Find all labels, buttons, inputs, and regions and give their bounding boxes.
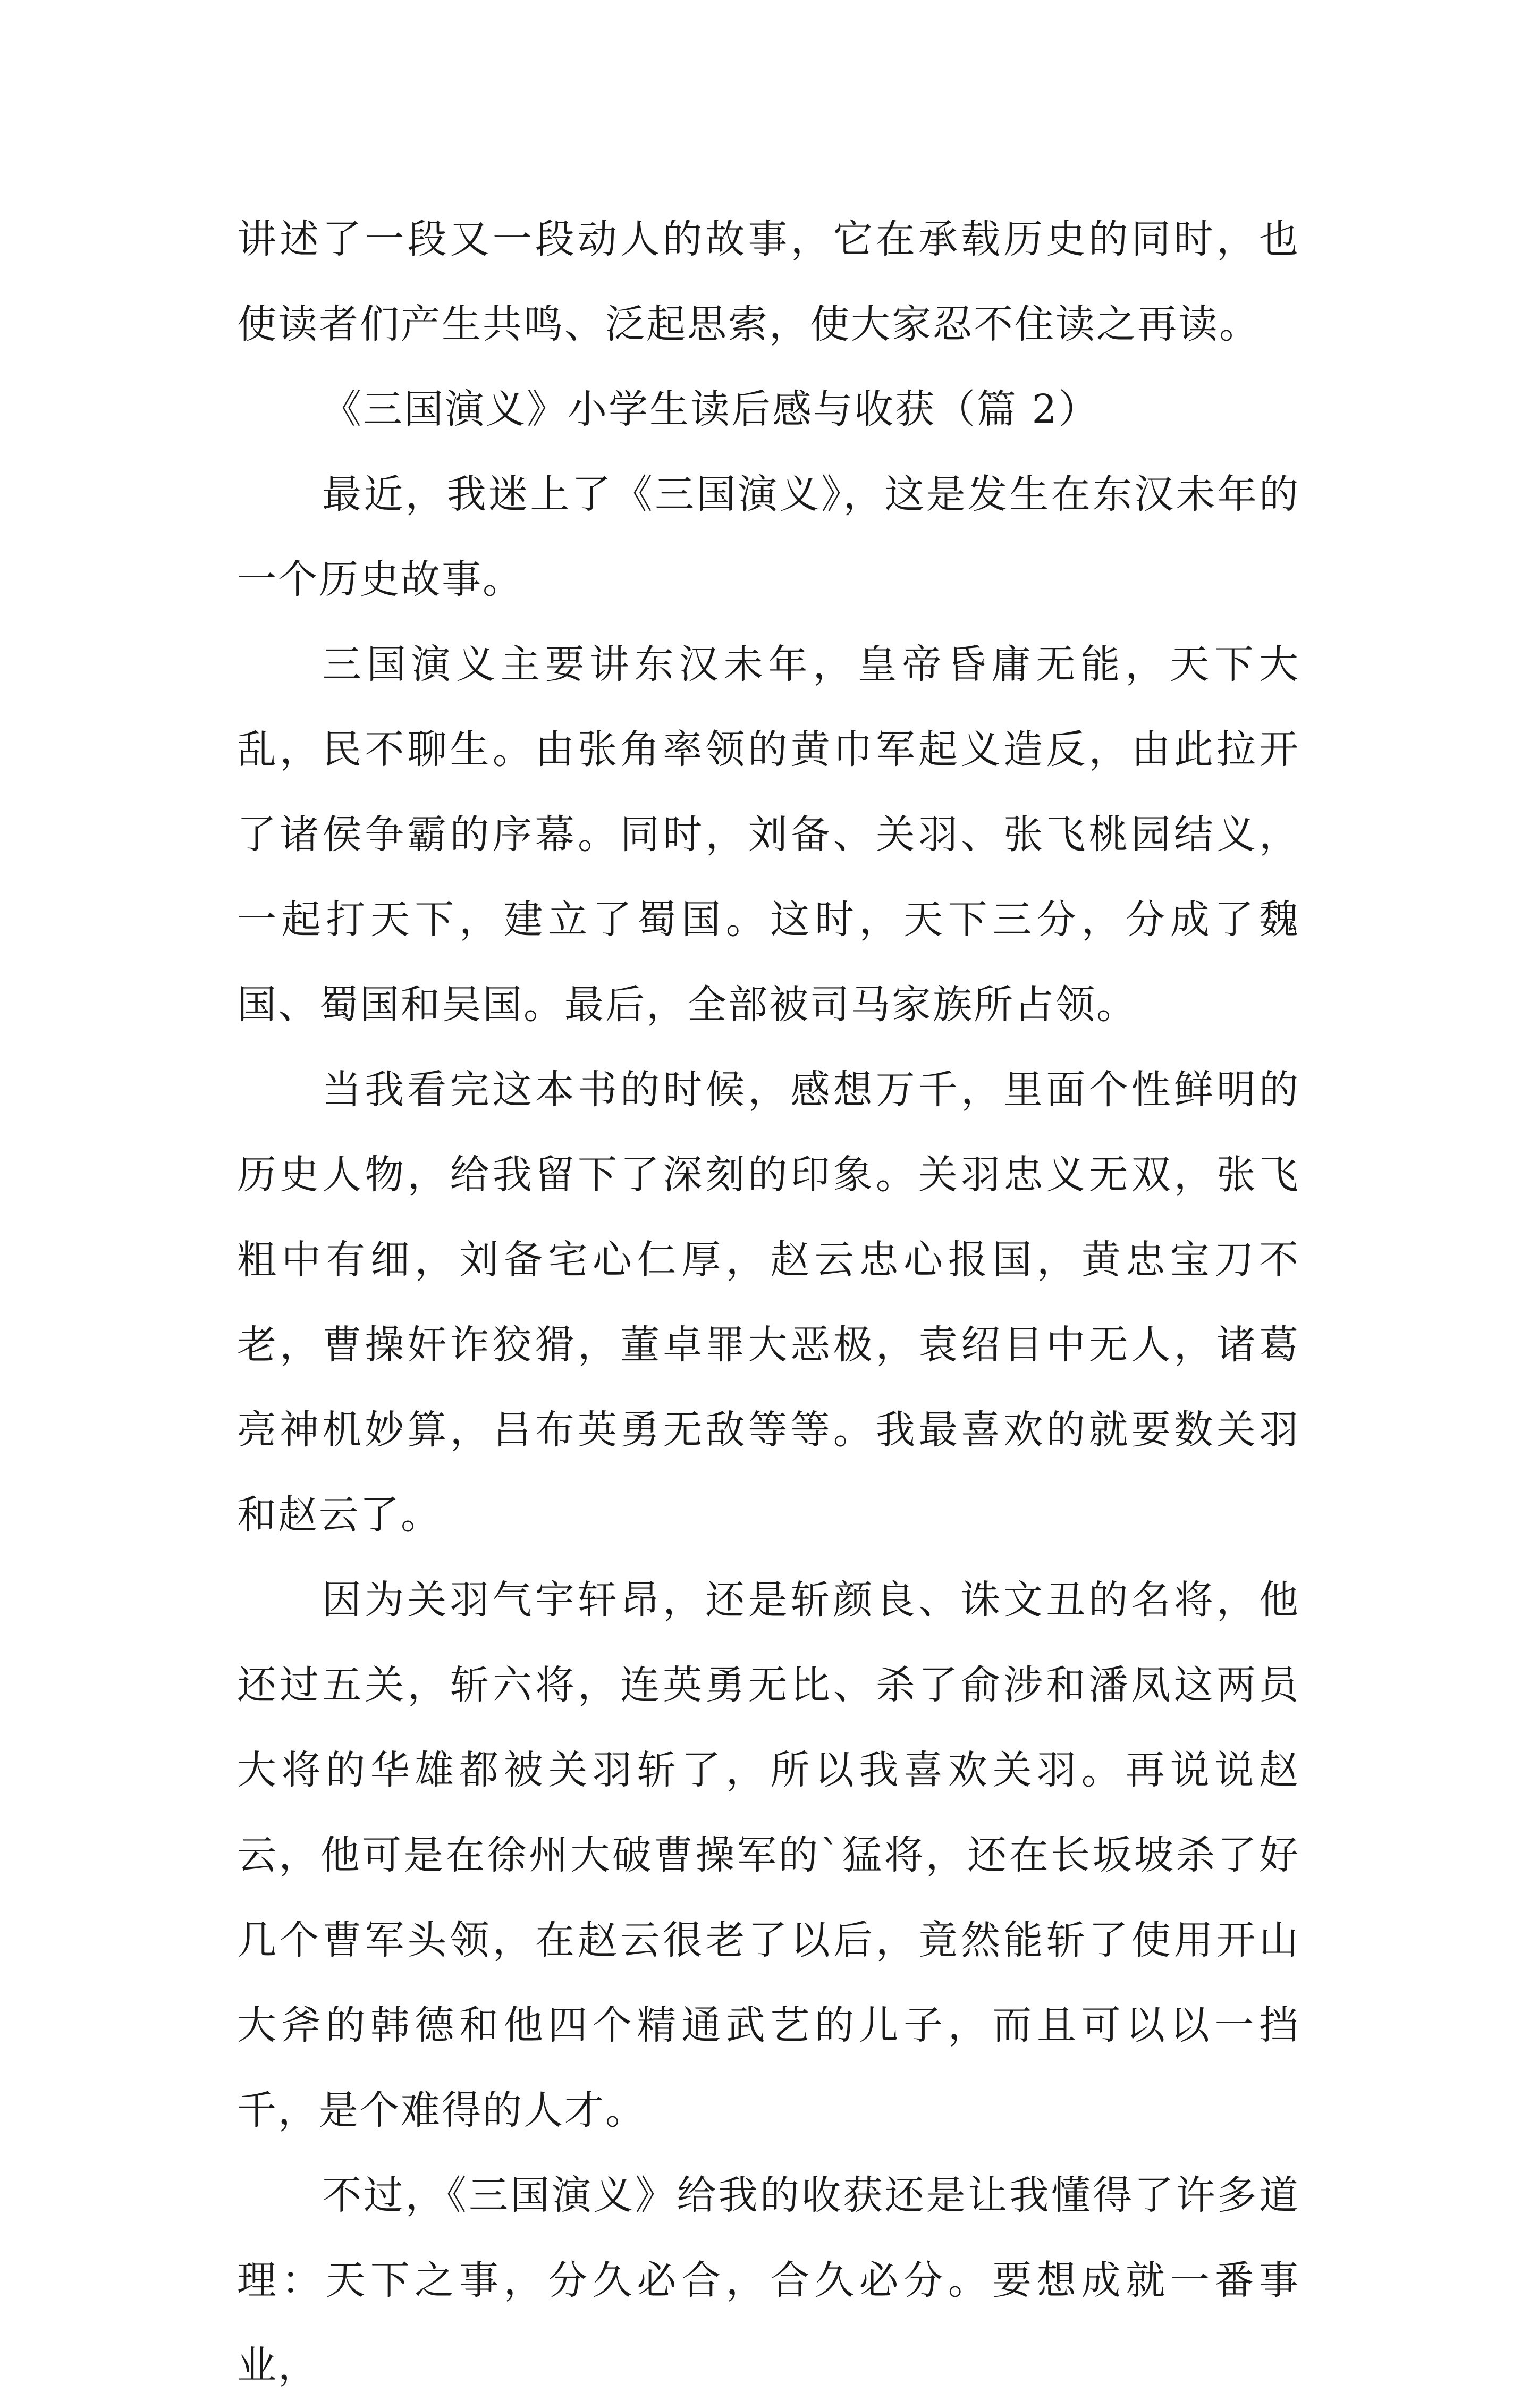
paragraph: 不过，《三国演义》给我的收获还是让我懂得了许多道理：天下之事，分久必合，合久必分。要想成就一番事业， — [237, 2173, 1300, 2388]
section-heading: 《三国演义》小学生读后感与收获（篇 2） — [322, 386, 1100, 432]
paragraph: 当我看完这本书的时候，感想万千，里面个性鲜明的历史人物，给我留下了深刻的印象。关羽忠义无双，张飞粗中有细，刘备宅心仁厚，赵云忠心报国，黄忠宝刀不老，曹操奸诈狡猾，董卓罪大恶极，袁绍目中无人，诸葛亮神机妙算，吕布英勇无敌等等。我最喜欢的就要数关羽和赵云了。 — [237, 1067, 1300, 1538]
paragraph: 因为关羽气宇轩昂，还是斩颜良、诛文丑的名将，他还过五关，斩六将，连英勇无比、杀了俞涉和潘凤这两员大将的华雄都被关羽斩了，所以我喜欢关羽。再说说赵云，他可是在徐州大破曹操军的`猛将，还在长坂坡杀了好几个曹军头领，在赵云很老了以后，竟然能斩了使用开山大斧的韩德和他四个精通武艺的儿子，而且可以以一挡千，是个难得的人才。 — [237, 1577, 1300, 2133]
paragraph-continuation: 讲述了一段又一段动人的故事，它在承载历史的同时，也使读者们产生共鸣、泛起思索，使大家忍不住读之再读。 — [237, 216, 1300, 347]
body-text — [237, 197, 1300, 2408]
paragraph: 最近，我迷上了《三国演义》，这是发生在东汉未年的一个历史故事。 — [237, 472, 1300, 602]
paragraph: 三国演义主要讲东汉未年，皇帝昏庸无能，天下大乱，民不聊生。由张角率领的黄巾军起义造反，由此拉开了诸侯争霸的序幕。同时，刘备、关羽、张飞桃园结义，一起打天下，建立了蜀国。这时，天下三分，分成了魏国、蜀国和吴国。最后，全部被司马家族所占领。 — [237, 642, 1300, 1028]
